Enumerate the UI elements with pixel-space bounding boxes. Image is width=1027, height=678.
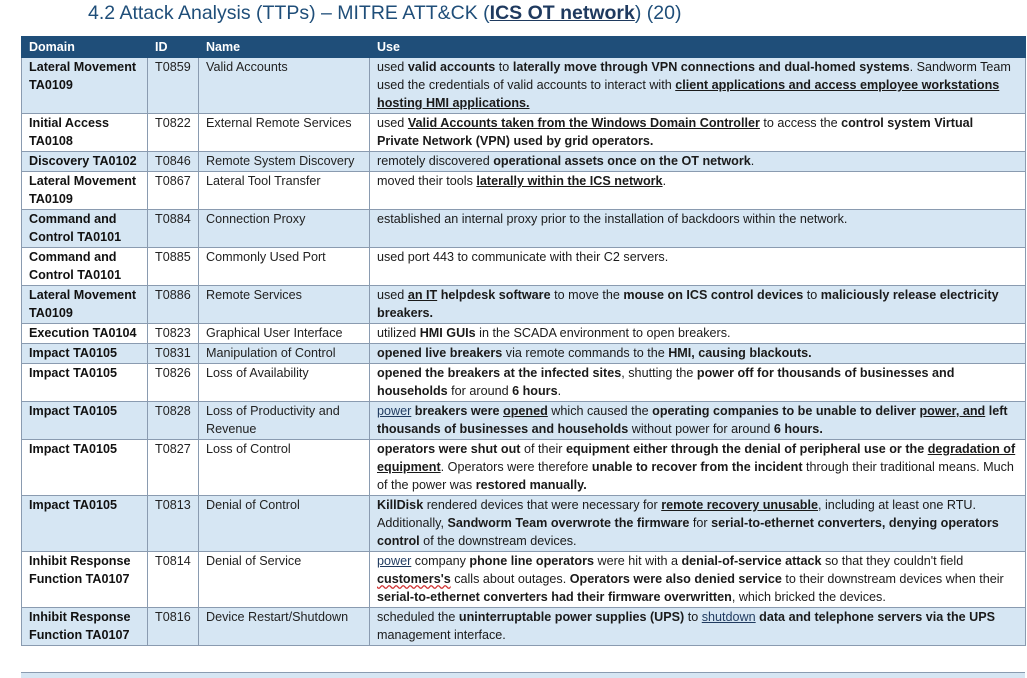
cell-id: T0826 [148, 364, 199, 402]
use-emphasis: equipment either through the denial of peripheral use or the [565, 442, 928, 456]
cell-use [370, 58, 1026, 114]
use-text: were hit with a [593, 554, 682, 568]
use-text: which caused the [547, 404, 653, 418]
header-domain: Domain [22, 37, 148, 58]
cell-id: T0823 [148, 324, 199, 344]
use-emphasis: unable to recover from the incident [591, 460, 803, 474]
use-emphasis: laterally move through VPN connections and dual-homed systems [512, 60, 910, 74]
cell-use [370, 496, 1026, 552]
cell-name: Loss of Control [199, 440, 370, 496]
cell-domain: Impact TA0105 [22, 496, 148, 552]
table-row [22, 114, 1026, 152]
use-underlined-emphasis: laterally within the ICS network [476, 174, 663, 188]
cell-use [370, 248, 1026, 286]
use-text: . [750, 154, 755, 168]
use-emphasis: HMI, causing blackouts. [668, 346, 812, 360]
table-row [22, 58, 1026, 114]
cell-use [370, 402, 1026, 440]
cell-id: T0846 [148, 152, 199, 172]
use-text: of the downstream devices. [419, 534, 577, 548]
cell-use [370, 364, 1026, 402]
cell-domain: Lateral Movement TA0109 [22, 286, 148, 324]
cell-name: Device Restart/Shutdown [199, 608, 370, 646]
use-underlined-emphasis: opened [503, 404, 548, 418]
cell-use [370, 172, 1026, 210]
use-text: used [377, 288, 408, 302]
cell-name: Denial of Service [199, 552, 370, 608]
use-emphasis: opened the breakers at the infected sites [377, 366, 622, 380]
cell-domain: Command and Control TA0101 [22, 248, 148, 286]
use-emphasis: serial-to-ethernet converters had their firmware overwritten [377, 590, 732, 604]
cell-domain: Execution TA0104 [22, 324, 148, 344]
use-underlined-emphasis: an IT [407, 288, 438, 302]
use-text: , including at least one RTU. Additionally, [377, 498, 976, 530]
use-text: to [684, 610, 702, 624]
cell-name: Graphical User Interface [199, 324, 370, 344]
use-text: used [377, 116, 408, 130]
use-text: management interface. [377, 628, 506, 642]
use-spellcheck-word: customers's [377, 572, 451, 586]
use-underlined-emphasis: Valid Accounts taken from the Windows Domain Controller [407, 116, 760, 130]
use-text: of their [520, 442, 566, 456]
cell-id: T0827 [148, 440, 199, 496]
ttp-table-container [21, 36, 1025, 646]
cell-name: Valid Accounts [199, 58, 370, 114]
cell-id: T0813 [148, 496, 199, 552]
cell-domain: Lateral Movement TA0109 [22, 172, 148, 210]
ttp-table [21, 36, 1026, 646]
heading-suffix: ) (20) [634, 2, 682, 24]
use-text: company [411, 554, 470, 568]
use-text: to their downstream devices when their [781, 572, 1004, 586]
use-emphasis: HMI GUIs [419, 326, 476, 340]
use-emphasis: operating companies to be unable to deliver [652, 404, 920, 418]
use-emphasis: valid accounts [407, 60, 496, 74]
heading-prefix: 4.2 Attack Analysis (TTPs) – MITRE ATT&CK ( [88, 2, 490, 24]
cell-id: T0822 [148, 114, 199, 152]
cell-id: T0859 [148, 58, 199, 114]
cell-id: T0885 [148, 248, 199, 286]
use-text: . [557, 384, 562, 398]
use-emphasis: serial-to-ethernet converters, denying operators control [377, 516, 999, 548]
use-emphasis: operators were shut out [377, 442, 521, 456]
use-emphasis: 6 hours [512, 384, 558, 398]
use-emphasis: Sandworm Team overwrote the firmware [447, 516, 690, 530]
use-text: utilized [377, 326, 420, 340]
cell-name: Denial of Control [199, 496, 370, 552]
use-text: moved their tools [377, 174, 477, 188]
use-text: used [377, 60, 408, 74]
cell-domain: Impact TA0105 [22, 402, 148, 440]
use-emphasis: Operators were also denied service [569, 572, 782, 586]
cell-domain: Impact TA0105 [22, 364, 148, 402]
use-text: remotely discovered [377, 154, 494, 168]
use-text: calls about outages. [450, 572, 570, 586]
cell-id: T0828 [148, 402, 199, 440]
use-underlined-text: shutdown [701, 610, 756, 624]
use-text: scheduled the [377, 610, 459, 624]
section-heading [88, 2, 681, 25]
cell-domain: Impact TA0105 [22, 440, 148, 496]
cell-name: Manipulation of Control [199, 344, 370, 364]
table-body [22, 58, 1026, 646]
use-emphasis: KillDisk [377, 498, 424, 512]
cell-id: T0867 [148, 172, 199, 210]
use-text: for [689, 516, 712, 530]
use-emphasis: control system Virtual Private Network (VPN) used by grid operators. [377, 116, 974, 148]
use-emphasis: maliciously release electricity breakers. [377, 288, 999, 320]
cell-domain: Initial Access TA0108 [22, 114, 148, 152]
table-row [22, 324, 1026, 344]
cell-id: T0814 [148, 552, 199, 608]
use-emphasis: opened live breakers [377, 346, 503, 360]
header-id: ID [148, 37, 199, 58]
cell-domain: Command and Control TA0101 [22, 210, 148, 248]
use-emphasis: breakers were [411, 404, 504, 418]
cell-use [370, 344, 1026, 364]
cell-name: Loss of Productivity and Revenue [199, 402, 370, 440]
cell-domain: Inhibit Response Function TA0107 [22, 608, 148, 646]
use-text: through their traditional means. Much of the power was [377, 460, 1014, 492]
use-underlined-emphasis: client applications and access employee workstations hosting HMI applications. [377, 78, 1000, 110]
table-row [22, 172, 1026, 210]
use-emphasis: operational assets once on the OT network [493, 154, 751, 168]
cell-use [370, 608, 1026, 646]
table-row [22, 608, 1026, 646]
table-row [22, 248, 1026, 286]
cell-use [370, 552, 1026, 608]
use-text: without power for around [628, 422, 774, 436]
cell-id: T0816 [148, 608, 199, 646]
use-emphasis: uninterruptable power supplies (UPS) [458, 610, 685, 624]
use-emphasis: left thousands of businesses and households [377, 404, 1008, 436]
cell-domain: Discovery TA0102 [22, 152, 148, 172]
use-underlined-emphasis: power, and [919, 404, 986, 418]
use-emphasis: mouse on ICS control devices [623, 288, 804, 302]
cell-domain: Inhibit Response Function TA0107 [22, 552, 148, 608]
table-row [22, 286, 1026, 324]
use-text: . [662, 174, 667, 188]
cell-use [370, 440, 1026, 496]
cell-use [370, 152, 1026, 172]
cell-use [370, 114, 1026, 152]
use-text: . Operators were therefore [440, 460, 592, 474]
use-emphasis: data and telephone servers via the UPS [755, 610, 996, 624]
cell-id: T0884 [148, 210, 199, 248]
use-text: . Sandworm Team used the credentials of valid accounts to interact with [377, 60, 1011, 92]
cell-name: Connection Proxy [199, 210, 370, 248]
use-emphasis: helpdesk software [437, 288, 551, 302]
table-continuation [21, 672, 1025, 678]
heading-link[interactable]: ICS OT network [489, 2, 635, 24]
cell-name: Commonly Used Port [199, 248, 370, 286]
cell-id: T0831 [148, 344, 199, 364]
use-text: so that they couldn't field [821, 554, 964, 568]
use-underlined-text: power [377, 404, 412, 418]
header-use: Use [370, 37, 1026, 58]
use-underlined-emphasis: degradation of equipment [377, 442, 1016, 474]
table-header-row [22, 37, 1026, 58]
use-emphasis: 6 hours. [773, 422, 823, 436]
header-name: Name [199, 37, 370, 58]
cell-id: T0886 [148, 286, 199, 324]
cell-name: Loss of Availability [199, 364, 370, 402]
table-row [22, 440, 1026, 496]
cell-name: External Remote Services [199, 114, 370, 152]
use-underlined-emphasis: remote recovery unusable [661, 498, 819, 512]
use-underlined-text: power [377, 554, 412, 568]
cell-use [370, 210, 1026, 248]
use-emphasis: power off for thousands of businesses and households [377, 366, 955, 398]
cell-use [370, 286, 1026, 324]
use-text: in the SCADA environment to open breakers. [475, 326, 731, 340]
table-row [22, 402, 1026, 440]
use-emphasis: restored manually. [475, 478, 587, 492]
use-text: , which bricked the devices. [731, 590, 886, 604]
use-text: to access the [759, 116, 842, 130]
use-text: used port 443 to communicate with their C2 servers. [377, 250, 669, 264]
table-row [22, 210, 1026, 248]
use-text: rendered devices that were necessary for [423, 498, 662, 512]
use-text: to [803, 288, 821, 302]
table-row [22, 152, 1026, 172]
table-row [22, 344, 1026, 364]
table-row [22, 364, 1026, 402]
cell-use [370, 324, 1026, 344]
use-text: , shutting the [621, 366, 697, 380]
table-row [22, 552, 1026, 608]
use-text: established an internal proxy prior to the installation of backdoors within the network. [377, 212, 848, 226]
table-row [22, 496, 1026, 552]
use-emphasis: denial-of-service attack [681, 554, 822, 568]
cell-name: Remote System Discovery [199, 152, 370, 172]
cell-domain: Lateral Movement TA0109 [22, 58, 148, 114]
cell-domain: Impact TA0105 [22, 344, 148, 364]
use-text: to move the [550, 288, 624, 302]
cell-name: Lateral Tool Transfer [199, 172, 370, 210]
use-text: to [495, 60, 513, 74]
use-emphasis: phone line operators [469, 554, 594, 568]
use-text: for around [447, 384, 513, 398]
use-text: via remote commands to the [502, 346, 669, 360]
cell-name: Remote Services [199, 286, 370, 324]
